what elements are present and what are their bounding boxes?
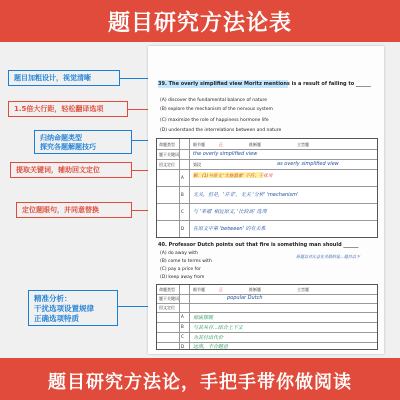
row-option-d: D [181, 226, 185, 231]
type-main-idea: 主旨题 [297, 287, 309, 292]
label-locate: 回文定位 [159, 162, 175, 167]
q39-option-b: (B) explore the mechanism of the nervous system [160, 107, 273, 112]
row-b-note: 与其共存...结合上下文 [193, 325, 243, 331]
worksheet-canvas [0, 42, 400, 358]
callout-frame [8, 101, 128, 117]
callout-keywords: 提取关键词，辅助回文定位 [16, 166, 100, 174]
label-stem-keyword: 题干关键词 [159, 152, 179, 157]
locate-para: 第段 [193, 162, 201, 167]
row-d-note: 在原文中第 'between' 的有关系 [193, 226, 266, 232]
q39-analysis-table [156, 138, 378, 238]
worksheet-paper [148, 46, 384, 354]
row-option-c: C [181, 209, 184, 214]
row-a-note: 解：(1)与原文 '大脑激素' 不符；干扰项 [193, 174, 273, 179]
row-c-note: 与 '幸福' 相近原文, '比较高' 选项 [193, 209, 267, 215]
label-question-type: 命题类型 [159, 142, 175, 147]
callout-precise-analysis: 精准分析： 干扰选项设置规律 正确选项特质 [34, 294, 94, 323]
callout-frame [34, 130, 132, 154]
row-d-note: 远离，不合题意 [193, 344, 229, 350]
row-option-d: D [181, 344, 185, 349]
q39-option-d: (D) understand the interrelations between and nature [160, 128, 282, 133]
type-main-idea: 主旨题 [297, 142, 309, 147]
stem-keyword-value: the overly simplified view [193, 151, 258, 157]
locate-hand: as overly simplified view [277, 161, 339, 167]
type-detail: 细节题 [193, 142, 205, 147]
row-option-c: C [181, 334, 184, 339]
row-option-b: B [181, 324, 184, 329]
row-option-a: A [181, 175, 184, 180]
label-question-type: 命题类型 [159, 287, 175, 292]
type-inference: 推断题 [249, 142, 261, 147]
q40-option-b: (B) come to terms with [160, 259, 212, 264]
label-locate: 回文定位 [159, 305, 175, 310]
footer-slogan: 题目研究方法论，手把手带你做阅读 [48, 372, 352, 393]
callout-frame [16, 202, 132, 218]
type-check: 正 [219, 287, 223, 292]
row-option-b: B [181, 192, 184, 197]
row-a-note: 彻底摆脱 [193, 315, 214, 321]
callout-bold-title: 题目加粗设计，视觉清晰 [14, 74, 91, 82]
question-39-heading: 39. The overly simplified view Moritz mentions is a result of failing to ______ [158, 81, 371, 87]
callout-frame [10, 162, 132, 178]
q39-option-a: (A) discover the fundamental balance of nature [160, 98, 267, 103]
type-check: 正 [219, 142, 223, 147]
q39-option-c: (C) maximize the role of happiness hormone life [160, 118, 269, 123]
q40-option-c: (C) pay a price for [160, 267, 201, 272]
question-40-heading: 40. Professor Dutch points out that fire is something man should ______ [158, 242, 359, 248]
bottom-banner [0, 358, 400, 400]
type-inference: 推断题 [249, 287, 261, 292]
q40-margin-note: 原题以对比意在关联的是...题目以下 [296, 254, 360, 259]
stem-keyword-value: popular Dutch [227, 295, 263, 301]
row-option-a: A [181, 314, 184, 319]
callout-line-spacing: 1.5倍大行距，轻松翻译选项 [14, 105, 104, 113]
q40-option-a: (A) do away with [160, 251, 198, 256]
label-stem-keyword: 题干关键词 [159, 296, 179, 301]
callout-frame [28, 290, 118, 326]
q40-analysis-table [156, 284, 378, 350]
q40-option-d: (D) keep away from [160, 275, 205, 280]
type-detail: 细节题 [193, 287, 205, 292]
page-title: 题目研究方法论表 [107, 11, 292, 36]
row-b-note: 无关，但是，'并非'，无关 '分析' 'mechanism' [193, 192, 299, 198]
top-banner [0, 0, 400, 42]
callout-frame [8, 70, 120, 86]
callout-question-types: 归纳命题类型 探究各题解题技巧 [40, 134, 96, 151]
row-c-note: 为其付出代价 [193, 335, 224, 341]
callout-locate-sentence: 定位题眼句，并同意替换 [22, 206, 99, 214]
